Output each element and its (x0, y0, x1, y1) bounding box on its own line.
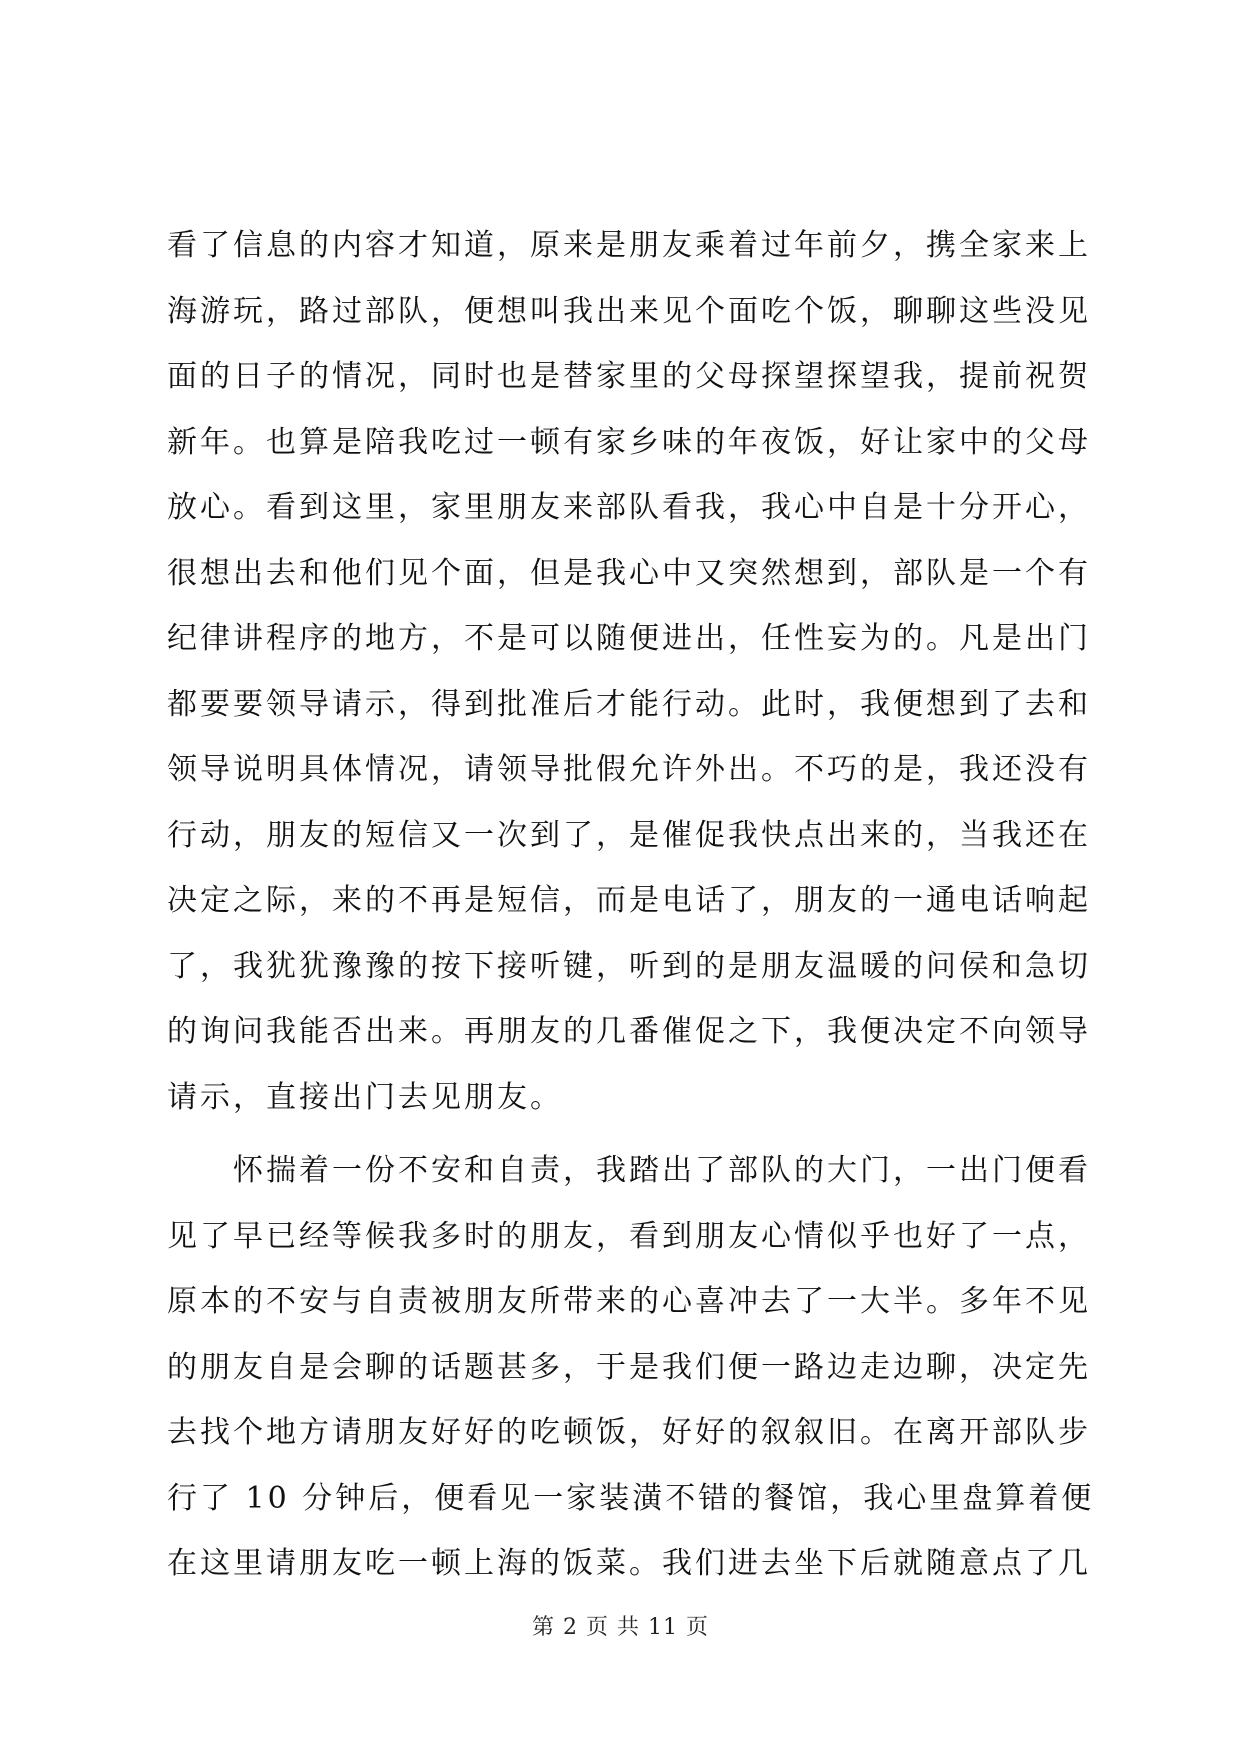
text-line: 面的日子的情况，同时也是替家里的父母探望探望我，提前祝贺 (167, 359, 1091, 394)
text-line: 在这里请朋友吃一顿上海的饭菜。我们进去坐下后就随意点了几 (167, 1546, 1091, 1581)
text-line: 去找个地方请朋友好好的吃顿饭，好好的叙叙旧。在离开部队步 (167, 1415, 1091, 1450)
text-line: 新年。也算是陪我吃过一顿有家乡味的年夜饭，好让家中的父母 (167, 424, 1091, 460)
page-number-footer: 第 2 页 共 11 页 (532, 1615, 709, 1640)
text-line: 海游玩，路过部队，便想叫我出来见个面吃个饭，聊聊这些没见 (167, 293, 1091, 329)
text-line: 放心。看到这里，家里朋友来部队看我，我心中自是十分开心， (167, 490, 1091, 525)
body-text (167, 226, 1095, 1610)
text-line: 见了早已经等候我多时的朋友，看到朋友心情似乎也好了一点， (167, 1218, 1091, 1254)
text-line: 纪律讲程序的地方，不是可以随便进出，任性妄为的。凡是出门 (167, 621, 1091, 656)
text-line: 请示，直接出门去见朋友。 (167, 1079, 563, 1115)
text-line: 行了 10 分钟后，便看见一家装潢不错的餐馆，我心里盘算着便 (167, 1480, 1095, 1516)
text-line: 的朋友自是会聊的话题甚多，于是我们便一路边走边聊，决定先 (167, 1349, 1091, 1385)
text-line: 的询问我能否出来。再朋友的几番催促之下，我便决定不向领导 (167, 1014, 1091, 1049)
text-line: 了，我犹犹豫豫的按下接听键，听到的是朋友温暖的问侯和急切 (167, 948, 1091, 984)
text-line: 很想出去和他们见个面，但是我心中又突然想到，部队是一个有 (167, 555, 1091, 591)
text-line: 决定之际，来的不再是短信，而是电话了，朋友的一通电话响起 (167, 883, 1091, 918)
text-line: 都要要领导请示，得到批准后才能行动。此时，我便想到了去和 (167, 686, 1091, 722)
text-line: 领导说明具体情况，请领导批假允许外出。不巧的是，我还没有 (167, 752, 1091, 787)
text-line: 看了信息的内容才知道，原来是朋友乘着过年前夕，携全家来上 (167, 228, 1091, 263)
text-line: 怀揣着一份不安和自责，我踏出了部队的大门，一出门便看 (167, 1153, 1091, 1188)
text-line: 行动，朋友的短信又一次到了，是催促我快点出来的，当我还在 (167, 817, 1091, 853)
text-line: 原本的不安与自责被朋友所带来的心喜冲去了一大半。多年不见 (167, 1284, 1091, 1319)
